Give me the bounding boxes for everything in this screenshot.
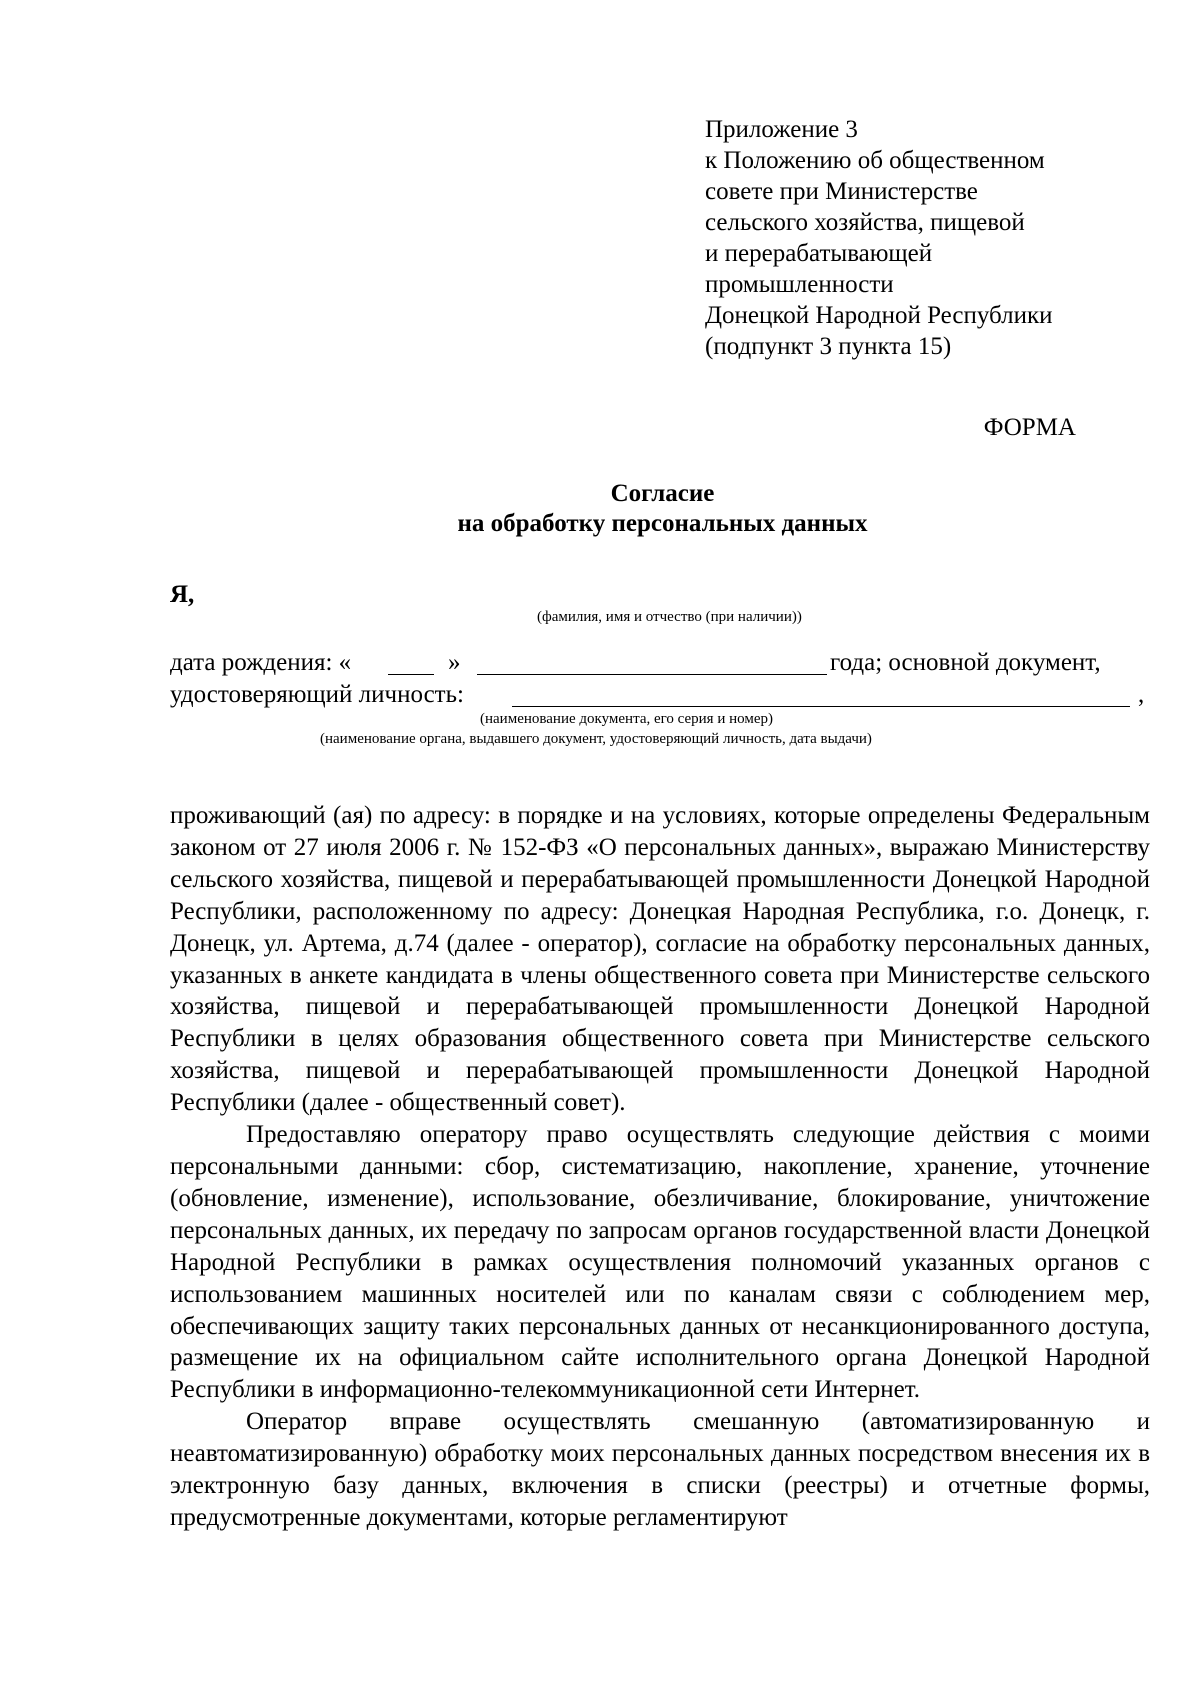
paragraph-address: проживающий (ая) по адресу: в порядке и на условиях, которые определены Федеральным законом от 27 июля 2006 г. № 152-ФЗ «О персональных данных», выражаю Министерству сельского хозяйства, пищевой и перерабатывающей промышленности Донецкой Народной Республики, расположенному по адресу: Донецкая Народная Республика, г.о. Донецк, г. Донецк, ул. Артема, д.74 (далее - оператор), согласие на обработку персональных данных, указанных в анкете кандидата в члены общественного совета при Министерстве сельского хозяйства, пищевой и перерабатывающей промышленности Донецкой Народной Республики в целях образования общественного совета при Министерстве сельского хозяйства, пищевой и перерабатывающей промышленности Донецкой Народной Республики (далее - общественный совет). <box>170 802 1150 1117</box>
paragraph-processing: Оператор вправе осуществлять смешанную (автоматизированную и неавтоматизированную) обработку моих персональных данных посредством внесения их в электронную базу данных, включения в списки (реестры) и отчетные формы, предусмотренные документами, которые регламентируют <box>170 1408 1150 1531</box>
paragraph-actions: Предоставляю оператору право осуществлять следующие действия с моими персональными данными: сбор, систематизацию, накопление, хранение, уточнение (обновление, изменение), использование, обезличивание, блокирование, уничтожение персональных данных, их передачу по запросам органов государственной власти Донецкой Народной Республики в рамках осуществления полномочий указанных органов с использованием машинных носителей или по каналам связи с соблюдением мер, обеспечивающих защиту таких персональных данных от несанкционированного доступа, размещение их на официальном сайте исполнительного органа Донецкой Народной Республики в информационно-телекоммуникационной сети Интернет. <box>170 1121 1150 1404</box>
id-document-label: удостоверяющий личность: <box>170 681 464 708</box>
title-line-1: Согласие <box>610 480 715 507</box>
birth-quote-close: » <box>448 649 461 676</box>
appendix-line: Донецкой Народной Республики <box>705 302 1053 329</box>
form-label: ФОРМА <box>983 414 1076 441</box>
birth-date-row <box>170 648 1150 678</box>
issuer-caption: (наименование органа, выдавшего документ, удостоверяющий личность, дата выдачи) <box>320 731 872 747</box>
birth-date-label: дата рождения: « <box>170 649 352 676</box>
appendix-line: сельского хозяйства, пищевой <box>705 209 1025 236</box>
title-line-2: на обработку персональных данных <box>457 510 868 537</box>
id-document-field[interactable] <box>512 706 1130 707</box>
appendix-header <box>705 114 1145 362</box>
appendix-line: совете при Министерстве <box>705 178 978 205</box>
birth-date-suffix: года; основной документ, <box>830 649 1101 676</box>
appendix-line: к Положению об общественном <box>705 147 1045 174</box>
appendix-line: и перерабатывающей <box>705 240 933 267</box>
fio-prefix: Я, <box>170 581 195 608</box>
id-document-row <box>170 680 1150 710</box>
birth-day-field[interactable] <box>388 674 434 675</box>
consent-body <box>170 800 1150 1534</box>
appendix-line: (подпункт 3 пункта 15) <box>705 333 952 360</box>
appendix-line: Приложение 3 <box>705 116 858 143</box>
appendix-line: промышленности <box>705 271 894 298</box>
document-title <box>170 479 1155 539</box>
birth-month-year-field[interactable] <box>477 674 827 675</box>
id-document-caption: (наименование документа, его серия и номер) <box>480 711 773 727</box>
id-document-comma: , <box>1138 681 1145 708</box>
fio-caption: (фамилия, имя и отчество (при наличии)) <box>537 609 802 625</box>
